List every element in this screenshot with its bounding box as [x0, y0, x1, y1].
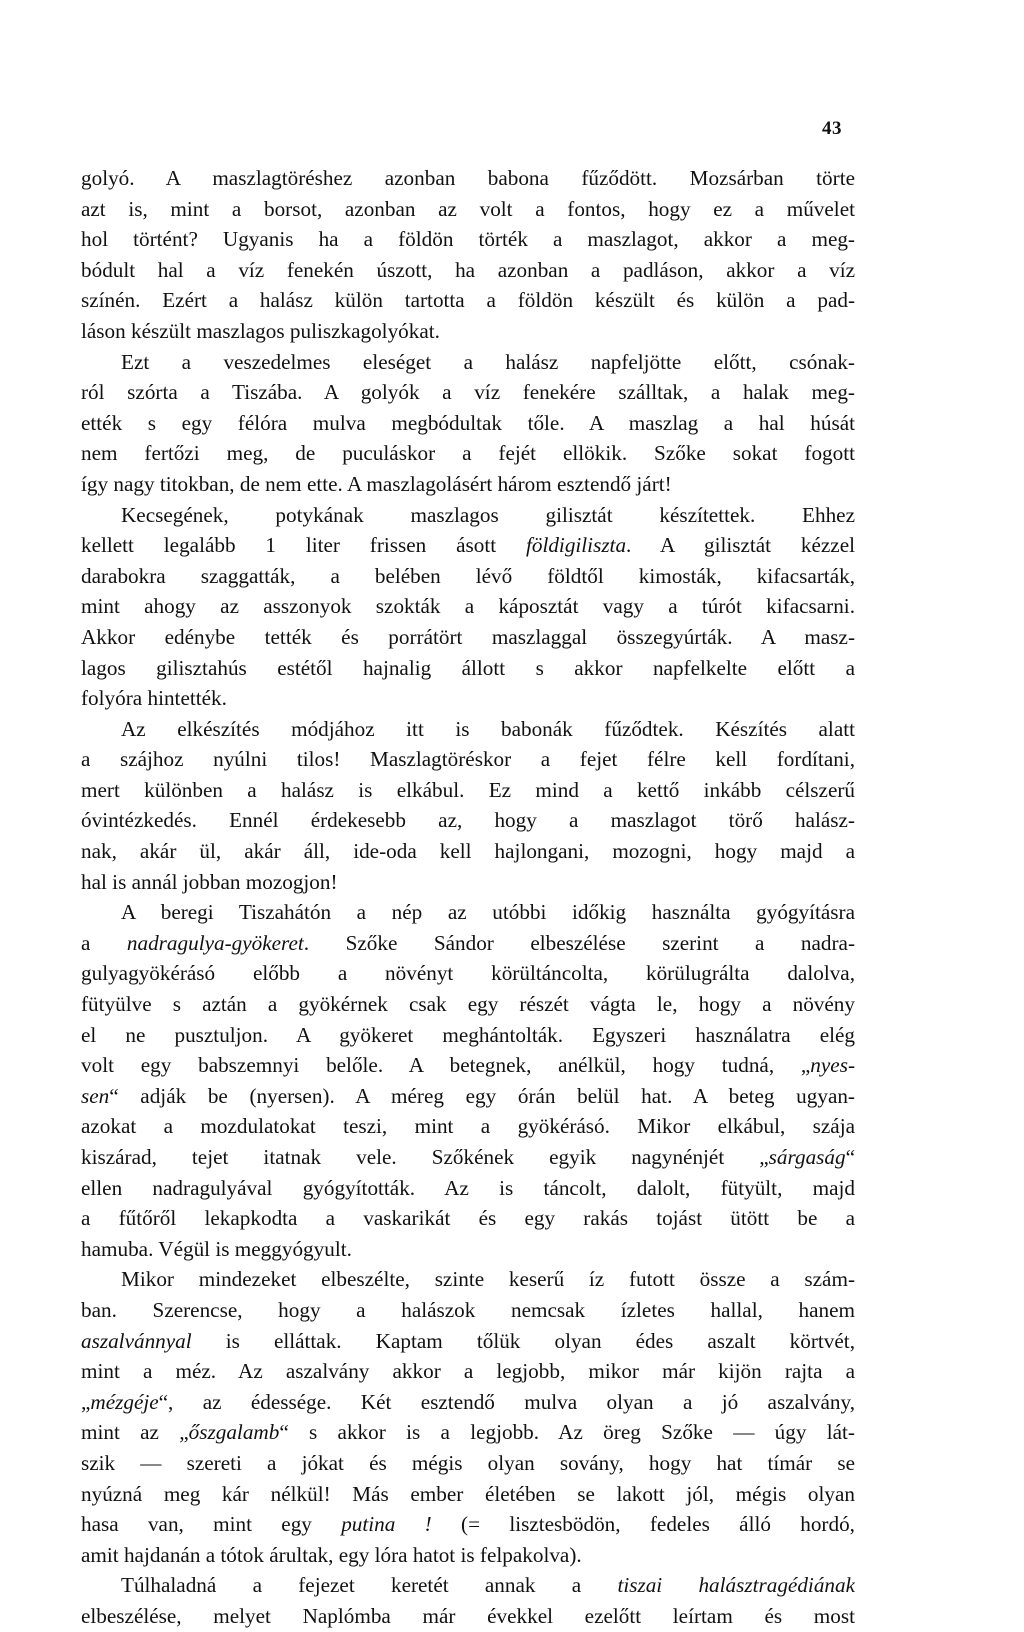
text-line: mert különben a halász is elkábul. Ez mind a kettő inkább célszerű	[81, 777, 855, 802]
text-line: folyóra hintették.	[81, 686, 227, 711]
text-line: hol történt? Ugyanis ha a földön törték a maszlagot, akkor a meg-	[81, 227, 855, 252]
italic-term: földigiliszta	[525, 533, 627, 558]
text-line: Mikor mindezeket elbeszélte, szinte keserű íz futott össze a szám-	[121, 1267, 855, 1292]
text-line: Az elkészítés módjához itt is babonák fűződtek. Készítés alatt	[121, 716, 855, 741]
italic-term: őszgalamb	[188, 1420, 280, 1445]
text-segment: hasa van, mint egy	[81, 1512, 342, 1537]
text-segment: “ s akkor is a legjobb. Az öreg Szőke — úgy lát-	[279, 1420, 855, 1445]
page-number: 43	[822, 118, 842, 139]
text-line: nyúzná meg kár nélkül! Más ember életében se lakott jól, mégis olyan	[81, 1481, 855, 1506]
text-line: azokat a mozdulatokat teszi, mint a gyökérásó. Mikor elkábul, szája	[81, 1114, 855, 1139]
text-line: hal is annál jobban mozogjon!	[81, 869, 338, 894]
text-line: fütyülve s aztán a gyökérnek csak egy részét vágta le, hogy a növény	[81, 992, 855, 1017]
text-line: golyó. A maszlagtöréshez azonban babona fűződött. Mozsárban törte	[81, 166, 855, 190]
text-segment: is elláttak. Kaptam tőlük olyan édes aszalt körtvét,	[191, 1328, 855, 1353]
text-segment: kiszárad, tejet itatnak vele. Szőkének egyik nagynénjét „	[81, 1145, 769, 1169]
text-line: ették s egy félóra mulva megbódultak tőle. A maszlag a hal húsát	[81, 410, 855, 435]
text-line: láson készült maszlagos puliszkagolyókat.	[81, 318, 440, 343]
text-line: így nagy titokban, de nem ette. A maszlagolásért három esztendő járt!	[81, 471, 672, 496]
text-line: szik — szereti a jókat és mégis olyan sovány, hogy hat tímár se	[81, 1450, 855, 1475]
text-line	[81, 1570, 855, 1601]
text-segment: “, az édessége. Két esztendő mulva olyan a jó aszalvány,	[158, 1389, 855, 1414]
text-segment: kellett legalább 1 liter frissen ásott	[81, 533, 526, 558]
text-line	[81, 1142, 855, 1173]
italic-term: nyes-	[810, 1053, 855, 1078]
italic-term: nadragulya-gyökeret	[126, 930, 304, 955]
text-line: Ezt a veszedelmes eleséget a halász napfeljötte előtt, csónak-	[121, 349, 855, 374]
text-line	[81, 928, 855, 959]
italic-term: putina !	[341, 1512, 432, 1537]
body-text	[81, 163, 855, 1632]
italic-term: tiszai halásztragédiának	[617, 1573, 855, 1598]
text-line: bódult hal a víz fenekén úszott, ha azonban a padláson, akkor a víz	[81, 257, 855, 282]
text-line: óvintézkedés. Ennél érdekesebb az, hogy a maszlagot törő halász-	[81, 808, 855, 833]
text-segment: . A gilisztát kézzel	[626, 533, 855, 558]
text-line: nem fertőzi meg, de puculáskor a fejét ellökik. Szőke sokat fogott	[81, 441, 855, 466]
text-line	[81, 530, 855, 561]
text-segment: “ adják be (nyersen). A méreg egy órán belül hat. A beteg ugyan-	[109, 1083, 855, 1108]
text-line: ellen nadragulyával gyógyították. Az is táncolt, dalolt, fütyült, majd	[81, 1175, 855, 1200]
text-segment: „	[81, 1389, 91, 1414]
text-line: ban. Szerencse, hogy a halászok nemcsak ízletes hallal, hanem	[81, 1297, 855, 1322]
text-line	[81, 1509, 855, 1540]
italic-term: aszalvánnyal	[81, 1328, 192, 1353]
text-line: amit hajdanán a tótok árultak, egy lóra hatot is felpakolva).	[81, 1542, 582, 1567]
text-line: elbeszélése, melyet Naplómba már évekkel ezelőtt leírtam és most	[81, 1603, 855, 1628]
italic-term: sárgaság	[768, 1145, 846, 1169]
text-line: mint ahogy az asszonyok szokták a káposztát vagy a túrót kifacsarni.	[81, 594, 855, 619]
text-line: A beregi Tiszahátón a nép az utóbbi időkig használta gyógyításra	[121, 900, 855, 925]
italic-term: mézgéje	[90, 1389, 159, 1414]
text-line: nak, akár ül, akár áll, ide-oda kell hajlongani, mozogni, hogy majd a	[81, 839, 855, 864]
text-line: gulyagyökérásó előbb a növényt körültáncolta, körülugrálta dalolva,	[81, 961, 855, 986]
text-line: ról szórta a Tiszába. A golyók a víz fenekére szálltak, a halak meg-	[81, 380, 855, 405]
text-line: hamuba. Végül is meggyógyult.	[81, 1236, 352, 1261]
text-line: azt is, mint a borsot, azonban az volt a fontos, hogy ez a művelet	[81, 196, 855, 221]
text-line	[81, 1050, 855, 1081]
text-line: darabokra szaggatták, a belében lévő földtől kimosták, kifacsarták,	[81, 563, 855, 588]
text-line: a fűtőről lekapkodta a vaskarikát és egy rakás tojást ütött be a	[81, 1206, 855, 1231]
text-segment: (= lisztesbödön, fedeles álló hordó,	[431, 1512, 855, 1537]
text-line: lagos gilisztahús estétől hajnalig állott s akkor napfelkelte előtt a	[81, 655, 855, 680]
text-line: Akkor edénybe tették és porrátört maszlaggal összegyúrták. A masz-	[81, 624, 855, 649]
text-line: Kecsegének, potykának maszlagos gilisztát készítettek. Ehhez	[121, 502, 855, 527]
text-line: el ne pusztuljon. A gyökeret meghántolták. Egyszeri használatra elég	[81, 1022, 855, 1047]
text-segment: Túlhaladná a fejezet keretét annak a	[121, 1573, 618, 1598]
text-line: mint a méz. Az aszalvány akkor a legjobb, mikor már kijön rajta a	[81, 1359, 855, 1384]
text-line	[81, 1387, 855, 1418]
text-segment: mint az „	[81, 1420, 189, 1445]
text-segment: volt egy babszemnyi belőle. A betegnek, anélkül, hogy tudná, „	[81, 1053, 811, 1078]
italic-term: sen	[81, 1083, 110, 1108]
text-line	[81, 1326, 855, 1357]
text-line: színén. Ezért a halász külön tartotta a földön készült és külön a pad-	[81, 288, 855, 313]
text-line	[81, 1081, 855, 1112]
text-segment: a	[81, 930, 127, 955]
text-segment: “	[845, 1145, 855, 1169]
text-line	[81, 1417, 855, 1448]
text-segment: . Szőke Sándor elbeszélése szerint a nadra-	[303, 930, 855, 955]
text-line: a szájhoz nyúlni tilos! Maszlagtöréskor a fejet félre kell fordítani,	[81, 747, 855, 772]
